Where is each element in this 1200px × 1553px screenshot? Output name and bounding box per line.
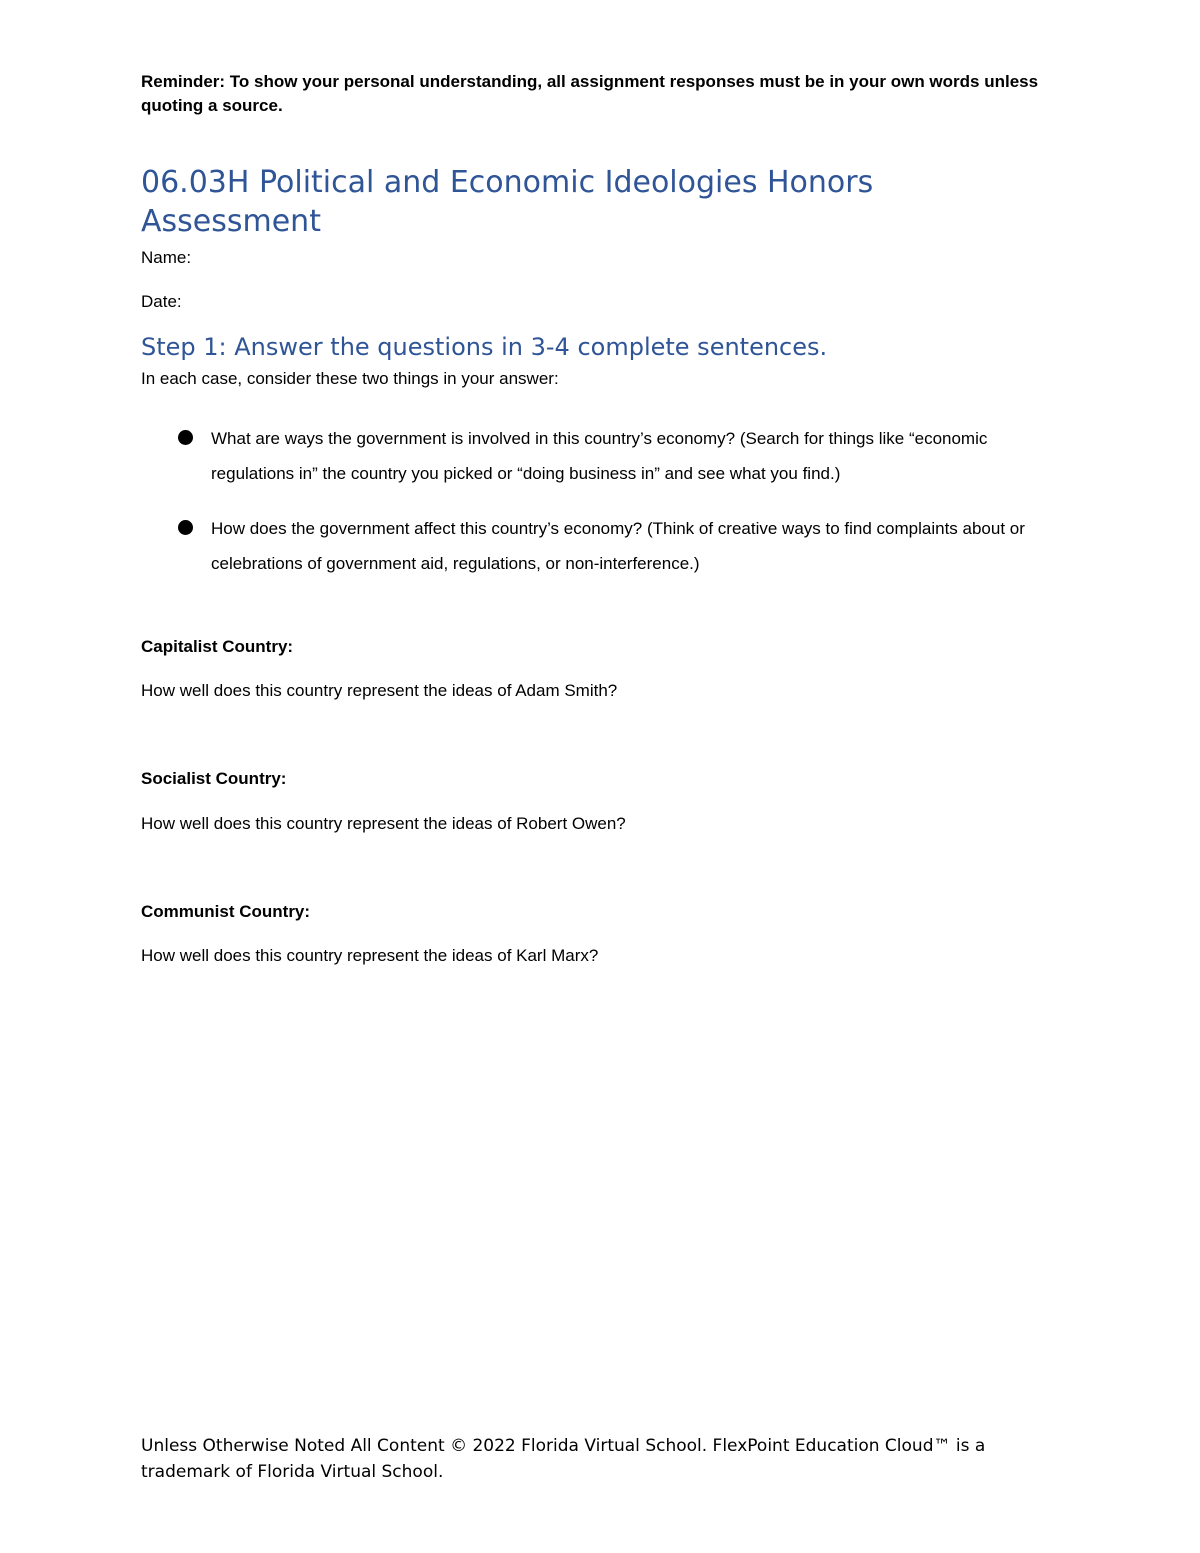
communist-country-label: Communist Country: (141, 902, 311, 921)
socialist-country-label: Socialist Country: (141, 769, 287, 788)
consideration-list (141, 421, 1071, 601)
name-field-label: Name: (141, 248, 192, 267)
capitalist-country-question: How well does this country represent the ideas of Adam Smith? (141, 681, 618, 700)
bullet-icon (178, 520, 193, 535)
step-1-intro: In each case, consider these two things in your answer: (141, 369, 559, 388)
socialist-country-question: How well does this country represent the ideas of Robert Owen? (141, 814, 626, 833)
list-item (141, 511, 1071, 581)
list-item-text: What are ways the government is involved in this country’s economy? (Search for things like “economic regulations in” the country you picked or “doing business in” and see what you find.) (211, 429, 988, 483)
list-item-text: How does the government affect this country’s economy? (Think of creative ways to find complaints about or celebrations of government aid, regulations, or non-interference.) (211, 519, 1025, 573)
page-title: 06.03H Political and Economic Ideologies Honors Assessment (141, 165, 874, 239)
capitalist-country-label: Capitalist Country: (141, 637, 294, 656)
reminder-note: Reminder: To show your personal understanding, all assignment responses must be in your own words unless quoting a source. (141, 72, 1039, 115)
list-item (141, 421, 1071, 491)
step-1-heading: Step 1: Answer the questions in 3-4 complete sentences. (141, 333, 828, 361)
date-field-label: Date: (141, 292, 182, 311)
bullet-icon (178, 430, 193, 445)
communist-country-question: How well does this country represent the ideas of Karl Marx? (141, 946, 599, 965)
copyright-footer: Unless Otherwise Noted All Content © 2022 Florida Virtual School. FlexPoint Education Cloud™ is a trademark of Florida Virtual School. (141, 1436, 986, 1482)
